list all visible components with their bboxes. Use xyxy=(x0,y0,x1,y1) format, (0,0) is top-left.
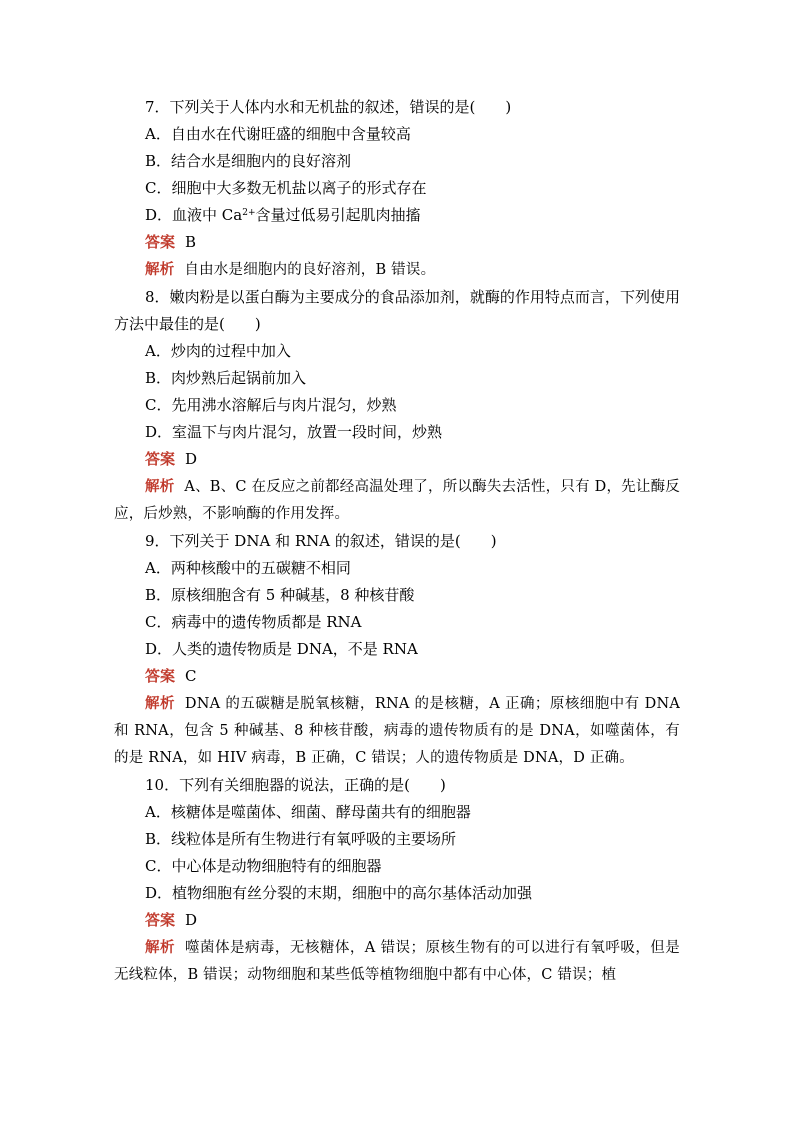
explanation-label: 解析 xyxy=(145,261,175,278)
question-10 xyxy=(114,772,680,989)
question-7-answer xyxy=(114,229,680,256)
answer-value: D xyxy=(185,911,198,929)
question-9 xyxy=(114,528,680,772)
explanation-text: 自由水是细胞内的良好溶剂，B 错误。 xyxy=(184,262,436,278)
question-9-stem: 9．下列关于 DNA 和 RNA 的叙述，错误的是( ) xyxy=(145,532,497,550)
question-7-option-d xyxy=(114,202,680,229)
question-8 xyxy=(114,284,680,528)
answer-value: C xyxy=(185,667,197,685)
question-8-stem: 8．嫩肉粉是以蛋白酶为主要成分的食品添加剂，就酶的作用特点而言，下列使用方法中最佳的是( ) xyxy=(114,288,680,333)
question-7-option-b: B．结合水是细胞内的良好溶剂 xyxy=(145,152,352,170)
question-9-answer xyxy=(114,663,680,690)
question-8-option-b: B．肉炒熟后起锅前加入 xyxy=(145,369,307,387)
explanation-label: 解析 xyxy=(145,478,175,495)
answer-label: 答案 xyxy=(145,911,176,929)
question-10-stem: 10．下列有关细胞器的说法，正确的是( ) xyxy=(145,776,446,794)
question-10-option-c: C．中心体是动物细胞特有的细胞器 xyxy=(145,857,382,875)
question-10-explanation xyxy=(114,934,680,989)
question-8-option-d: D．室温下与肉片混匀，放置一段时间，炒熟 xyxy=(145,423,443,441)
answer-label: 答案 xyxy=(145,450,176,468)
answer-label: 答案 xyxy=(145,667,176,685)
question-7-option-d-superscript: 2+ xyxy=(242,208,256,218)
question-10-option-a: A．核糖体是噬菌体、细菌、酵母菌共有的细胞器 xyxy=(145,803,471,821)
answer-value: B xyxy=(185,233,197,251)
question-7-explanation xyxy=(114,256,680,284)
question-8-answer xyxy=(114,446,680,473)
explanation-text: 噬菌体是病毒，无核糖体，A 错误；原核生物有的可以进行有氧呼吸，但是无线粒体，B 错误；动物细胞和某些低等植物细胞中都有中心体，C 错误；植 xyxy=(114,940,680,983)
explanation-text: A、B、C 在反应之前都经高温处理了，所以酶失去活性，只有 D，先让酶反应，后炒熟，不影响酶的作用发挥。 xyxy=(114,479,680,522)
answer-label: 答案 xyxy=(145,233,176,251)
question-7-stem: 7．下列关于人体内水和无机盐的叙述，错误的是( ) xyxy=(145,98,512,116)
question-9-option-d: D．人类的遗传物质是 DNA，不是 RNA xyxy=(145,640,418,658)
question-10-option-d: D．植物细胞有丝分裂的末期，细胞中的高尔基体活动加强 xyxy=(145,884,533,902)
question-8-explanation xyxy=(114,473,680,528)
answer-value: D xyxy=(185,450,198,468)
question-9-option-a: A．两种核酸中的五碳糖不相同 xyxy=(145,559,351,577)
explanation-text: DNA 的五碳糖是脱氧核糖，RNA 的是核糖，A 正确；原核细胞中有 DNA 和 RNA，包含 5 种碱基、8 种核苷酸，病毒的遗传物质有的是 DNA，如噬菌体，有的是 RNA，如 HIV 病毒，B 正确，C 错误；人的遗传物质是 DNA，D 正确。 xyxy=(114,696,680,766)
question-9-explanation xyxy=(114,690,680,772)
question-7 xyxy=(114,94,680,284)
question-9-option-b: B．原核细胞含有 5 种碱基，8 种核苷酸 xyxy=(145,586,415,604)
question-9-option-c: C．病毒中的遗传物质都是 RNA xyxy=(145,613,362,631)
question-10-option-b: B．线粒体是所有生物进行有氧呼吸的主要场所 xyxy=(145,830,457,848)
question-list xyxy=(114,94,680,989)
explanation-label: 解析 xyxy=(145,939,175,956)
question-7-option-d-text-end: 含量过低易引起肌肉抽搐 xyxy=(255,206,421,224)
question-7-option-c: C．细胞中大多数无机盐以离子的形式存在 xyxy=(145,179,427,197)
explanation-label: 解析 xyxy=(145,695,175,712)
question-7-option-d-text: D．血液中 Ca xyxy=(145,206,243,224)
question-8-option-c: C．先用沸水溶解后与肉片混匀，炒熟 xyxy=(145,396,397,414)
question-7-option-a: A．自由水在代谢旺盛的细胞中含量较高 xyxy=(145,125,411,143)
question-8-option-a: A．炒肉的过程中加入 xyxy=(145,342,291,360)
question-10-answer xyxy=(114,907,680,934)
